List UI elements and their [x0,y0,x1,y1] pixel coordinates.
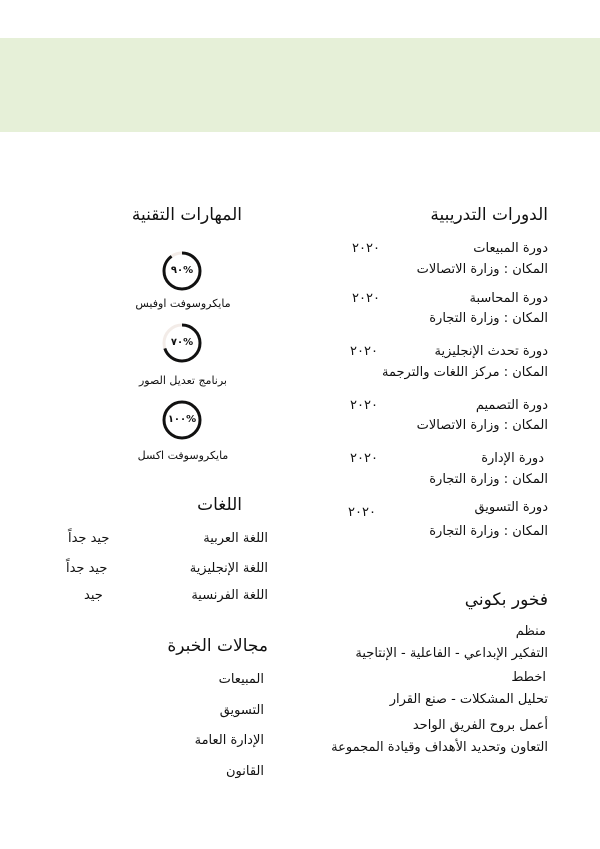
language-level: جيد [84,588,103,603]
course-place: المكان : وزارة التجارة [429,524,548,539]
course-year: ٢٠٢٠ [352,291,380,306]
skill-percent: %٧٠ [170,337,194,348]
header-band [0,38,600,132]
course-name: دورة المحاسبة [469,291,548,306]
experience-title: مجالات الخبرة [167,636,268,656]
language-level: جيد جداً [68,531,110,546]
language-name: اللغة الفرنسية [191,588,268,603]
experience-item: الإدارة العامة [194,733,264,748]
skill-percent: %٩٠ [170,265,194,276]
languages-title: اللغات [197,495,242,515]
proud-head: اخطط [511,670,546,685]
skill-percent: %١٠٠ [167,414,197,425]
language-level: جيد جداً [66,561,108,576]
course-name: دورة تحدث الإنجليزية [434,344,548,359]
course-year: ٢٠٢٠ [348,505,376,520]
proud-head: أعمل بروح الفريق الواحد [412,718,548,733]
language-name: اللغة العربية [203,531,268,546]
course-name: دورة التصميم [475,398,548,413]
skill-ring [161,250,203,292]
experience-item: التسويق [219,703,264,718]
skill-label: برنامج تعديل الصور [138,374,227,387]
course-place: المكان : وزارة التجارة [429,472,548,487]
skill-ring [161,399,203,441]
course-place: المكان : وزارة الاتصالات [416,418,548,433]
course-year: ٢٠٢٠ [352,241,380,256]
course-name: دورة الإدارة [481,451,544,466]
course-place: المكان : مركز اللغات والترجمة [382,365,548,380]
course-year: ٢٠٢٠ [350,344,378,359]
experience-item: المبيعات [218,672,264,687]
proud-head: منظم [515,624,546,639]
skill-label: مايكروسوفت اكسل [137,449,229,462]
proud-detail: تحليل المشكلات - صنع القرار [389,692,548,707]
skills-title: المهارات التقنية [131,205,242,225]
course-year: ٢٠٢٠ [350,451,378,466]
language-name: اللغة الإنجليزية [189,561,268,576]
courses-title: الدورات التدريبية [430,205,548,225]
proud-detail: التفكير الإبداعي - الفاعلية - الإنتاجية [355,646,548,661]
course-place: المكان : وزارة الاتصالات [416,262,548,277]
proud-detail: التعاون وتحديد الأهداف وقيادة المجموعة [331,740,548,755]
course-name: دورة التسويق [474,500,548,515]
proud-title: فخور بكوني [464,590,548,610]
experience-item: القانون [226,764,264,779]
skill-label: مايكروسوفت اوفيس [135,297,231,310]
course-year: ٢٠٢٠ [350,398,378,413]
skill-ring [161,322,203,364]
course-place: المكان : وزارة التجارة [429,311,548,326]
course-name: دورة المبيعات [473,241,548,256]
